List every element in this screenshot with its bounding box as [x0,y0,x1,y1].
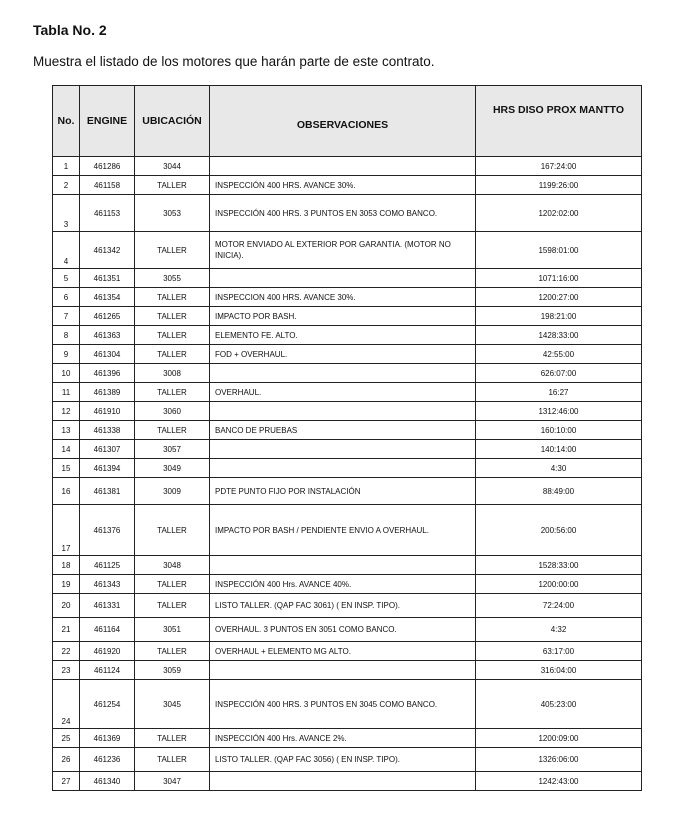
table-row [53,269,642,288]
table-row [53,505,642,556]
cell-observaciones: OVERHAUL. [210,383,476,402]
cell-no: 3 [53,195,80,232]
header-observaciones: OBSERVACIONES [210,86,476,157]
cell-engine: 461304 [80,345,135,364]
table-row [53,326,642,345]
table-row [53,383,642,402]
table-row [53,772,642,791]
cell-ubicacion: 3048 [135,556,210,575]
cell-hrs: 1200:09:00 [476,729,642,748]
cell-engine: 461286 [80,157,135,176]
cell-hrs: 160:10:00 [476,421,642,440]
cell-no: 7 [53,307,80,326]
cell-engine: 461389 [80,383,135,402]
engines-table [52,85,642,791]
table-row [53,642,642,661]
cell-engine: 461354 [80,288,135,307]
cell-no: 20 [53,594,80,618]
cell-ubicacion: TALLER [135,307,210,326]
page-subtitle: Muestra el listado de los motores que harán parte de este contrato. [33,54,435,69]
cell-no: 1 [53,157,80,176]
cell-ubicacion: TALLER [135,505,210,556]
cell-no: 11 [53,383,80,402]
cell-no: 6 [53,288,80,307]
cell-observaciones: FOD + OVERHAUL. [210,345,476,364]
cell-no: 14 [53,440,80,459]
cell-engine: 461363 [80,326,135,345]
table-row [53,421,642,440]
cell-observaciones [210,556,476,575]
cell-hrs: 1199:26:00 [476,176,642,195]
cell-ubicacion: 3049 [135,459,210,478]
cell-ubicacion: 3047 [135,772,210,791]
table-row [53,402,642,421]
cell-engine: 461351 [80,269,135,288]
cell-ubicacion: TALLER [135,748,210,772]
cell-hrs: 42:55:00 [476,345,642,364]
cell-observaciones: IMPACTO POR BASH / PENDIENTE ENVIO A OVERHAUL. [210,505,476,556]
cell-ubicacion: TALLER [135,383,210,402]
table-row [53,680,642,729]
cell-ubicacion: 3057 [135,440,210,459]
table-row [53,364,642,383]
cell-observaciones [210,459,476,478]
table-row [53,157,642,176]
cell-no: 4 [53,232,80,269]
cell-no: 22 [53,642,80,661]
cell-engine: 461338 [80,421,135,440]
cell-hrs: 88:49:00 [476,478,642,505]
cell-no: 15 [53,459,80,478]
cell-observaciones: INSPECCIÓN 400 HRS. AVANCE 30%. [210,176,476,195]
cell-no: 23 [53,661,80,680]
table-header-row [53,86,642,157]
cell-engine: 461369 [80,729,135,748]
table-row [53,459,642,478]
table-row [53,307,642,326]
cell-engine: 461381 [80,478,135,505]
cell-observaciones: MOTOR ENVIADO AL EXTERIOR POR GARANTIA. (MOTOR NO INICIA). [210,232,476,269]
cell-no: 2 [53,176,80,195]
cell-observaciones: LISTO TALLER. (QAP FAC 3056) ( EN INSP. TIPO). [210,748,476,772]
cell-ubicacion: TALLER [135,345,210,364]
table-row [53,288,642,307]
cell-ubicacion: TALLER [135,288,210,307]
cell-observaciones: OVERHAUL. 3 PUNTOS EN 3051 COMO BANCO. [210,618,476,642]
cell-observaciones: INSPECCIÓN 400 HRS. 3 PUNTOS EN 3045 COMO BANCO. [210,680,476,729]
cell-hrs: 626:07:00 [476,364,642,383]
cell-hrs: 1312:46:00 [476,402,642,421]
table-row [53,345,642,364]
cell-hrs: 405:23:00 [476,680,642,729]
cell-hrs: 198:21:00 [476,307,642,326]
cell-observaciones [210,157,476,176]
cell-hrs: 1071:16:00 [476,269,642,288]
cell-no: 17 [53,505,80,556]
cell-hrs: 140:14:00 [476,440,642,459]
cell-hrs: 4:30 [476,459,642,478]
cell-hrs: 16:27 [476,383,642,402]
cell-ubicacion: TALLER [135,421,210,440]
cell-ubicacion: TALLER [135,232,210,269]
table-row [53,440,642,459]
header-hrs: HRS DISO PROX MANTTO [476,86,642,157]
cell-engine: 461396 [80,364,135,383]
cell-no: 18 [53,556,80,575]
cell-engine: 461254 [80,680,135,729]
cell-hrs: 167:24:00 [476,157,642,176]
table-row [53,176,642,195]
table-row [53,232,642,269]
table-row [53,478,642,505]
cell-ubicacion: 3053 [135,195,210,232]
cell-hrs: 1428:33:00 [476,326,642,345]
page-title: Tabla No. 2 [33,22,107,38]
cell-no: 27 [53,772,80,791]
cell-engine: 461343 [80,575,135,594]
cell-ubicacion: TALLER [135,594,210,618]
cell-hrs: 316:04:00 [476,661,642,680]
cell-ubicacion: 3051 [135,618,210,642]
cell-observaciones [210,402,476,421]
cell-engine: 461342 [80,232,135,269]
header-engine: ENGINE [80,86,135,157]
table-row [53,594,642,618]
cell-hrs: 1326:06:00 [476,748,642,772]
header-ubicacion: UBICACIÓN [135,86,210,157]
cell-hrs: 1528:33:00 [476,556,642,575]
cell-no: 25 [53,729,80,748]
cell-hrs: 1598:01:00 [476,232,642,269]
cell-ubicacion: TALLER [135,176,210,195]
cell-observaciones: IMPACTO POR BASH. [210,307,476,326]
cell-observaciones: ELEMENTO FE. ALTO. [210,326,476,345]
table-row [53,748,642,772]
cell-no: 21 [53,618,80,642]
cell-engine: 461910 [80,402,135,421]
cell-hrs: 1200:00:00 [476,575,642,594]
cell-no: 19 [53,575,80,594]
table-row [53,618,642,642]
cell-observaciones: INSPECCION 400 HRS. AVANCE 30%. [210,288,476,307]
cell-observaciones: PDTE PUNTO FIJO POR INSTALACIÓN [210,478,476,505]
cell-hrs: 1200:27:00 [476,288,642,307]
cell-hrs: 63:17:00 [476,642,642,661]
table-row [53,729,642,748]
cell-engine: 461124 [80,661,135,680]
cell-engine: 461331 [80,594,135,618]
cell-observaciones: BANCO DE PRUEBAS [210,421,476,440]
cell-engine: 461125 [80,556,135,575]
cell-ubicacion: 3045 [135,680,210,729]
cell-observaciones [210,440,476,459]
table-row [53,661,642,680]
cell-no: 10 [53,364,80,383]
cell-ubicacion: 3055 [135,269,210,288]
cell-ubicacion: TALLER [135,642,210,661]
cell-observaciones: OVERHAUL + ELEMENTO MG ALTO. [210,642,476,661]
cell-ubicacion: TALLER [135,729,210,748]
cell-observaciones: INSPECCIÓN 400 Hrs. AVANCE 2%. [210,729,476,748]
cell-no: 9 [53,345,80,364]
cell-engine: 461376 [80,505,135,556]
cell-ubicacion: TALLER [135,326,210,345]
cell-hrs: 4:32 [476,618,642,642]
cell-engine: 461340 [80,772,135,791]
cell-observaciones [210,364,476,383]
cell-ubicacion: 3044 [135,157,210,176]
header-no: No. [53,86,80,157]
cell-hrs: 72:24:00 [476,594,642,618]
cell-observaciones [210,269,476,288]
cell-ubicacion: 3059 [135,661,210,680]
cell-engine: 461164 [80,618,135,642]
cell-hrs: 1202:02:00 [476,195,642,232]
cell-no: 26 [53,748,80,772]
cell-observaciones [210,772,476,791]
cell-hrs: 1242:43:00 [476,772,642,791]
cell-ubicacion: TALLER [135,575,210,594]
cell-no: 8 [53,326,80,345]
cell-observaciones: LISTO TALLER. (QAP FAC 3061) ( EN INSP. TIPO). [210,594,476,618]
cell-engine: 461307 [80,440,135,459]
cell-engine: 461265 [80,307,135,326]
cell-hrs: 200:56:00 [476,505,642,556]
cell-no: 5 [53,269,80,288]
cell-engine: 461158 [80,176,135,195]
cell-no: 12 [53,402,80,421]
cell-observaciones [210,661,476,680]
cell-observaciones: INSPECCIÓN 400 HRS. 3 PUNTOS EN 3053 COMO BANCO. [210,195,476,232]
cell-engine: 461920 [80,642,135,661]
cell-observaciones: INSPECCIÓN 400 Hrs. AVANCE 40%. [210,575,476,594]
cell-no: 24 [53,680,80,729]
cell-no: 16 [53,478,80,505]
cell-engine: 461394 [80,459,135,478]
cell-ubicacion: 3060 [135,402,210,421]
cell-ubicacion: 3008 [135,364,210,383]
cell-ubicacion: 3009 [135,478,210,505]
cell-no: 13 [53,421,80,440]
cell-engine: 461153 [80,195,135,232]
table-row [53,195,642,232]
table-row [53,575,642,594]
cell-engine: 461236 [80,748,135,772]
table-row [53,556,642,575]
